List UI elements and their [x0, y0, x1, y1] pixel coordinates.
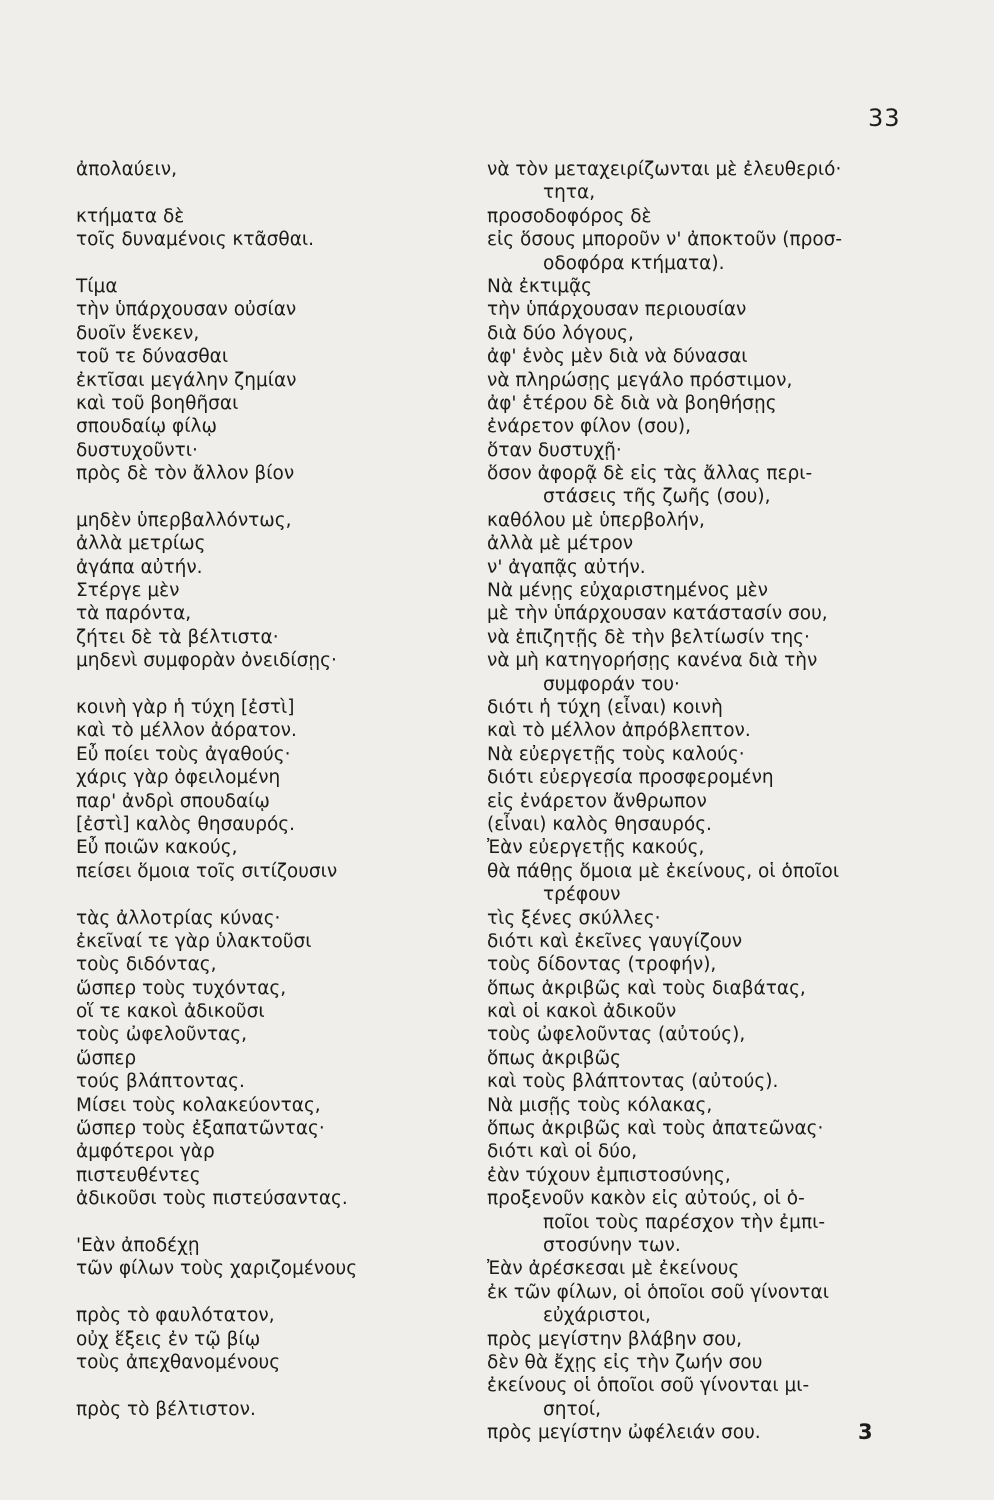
- text-line: πρὸς τὸ φαυλότατον,: [76, 1305, 275, 1327]
- text-line: καὶ οἱ κακοὶ ἀδικοῦν: [487, 1001, 677, 1023]
- text-line: μηδὲν ὑπερβαλλόντως,: [76, 509, 292, 531]
- text-line: Ἐὰν ἀρέσκεσαι μὲ ἐκείνους: [487, 1258, 740, 1280]
- text-line: ὅπως ἀκριβῶς: [487, 1047, 621, 1069]
- text-line: ζήτει δὲ τὰ βέλτιστα·: [76, 626, 279, 648]
- text-line: (εἶναι) καλὸς θησαυρός.: [487, 813, 712, 835]
- text-line: ἐκεῖναί τε γὰρ ὑλακτοῦσι: [76, 930, 312, 952]
- text-line: ὥσπερ: [76, 1047, 137, 1069]
- text-line: νὰ μὴ κατηγορήσῃς κανένα διὰ τὴν: [487, 650, 818, 672]
- text-line: ἐκτῖσαι μεγάλην ζημίαν: [76, 369, 297, 391]
- text-line: εὐχάριστοι,: [543, 1305, 651, 1327]
- text-line: ἀφ' ἑτέρου δὲ διὰ νὰ βοηθήσῃς: [487, 392, 777, 414]
- text-line: τῶν φίλων τοὺς χαριζομένους: [76, 1258, 358, 1280]
- text-line: ἐκείνους οἱ ὁποῖοι σοῦ γίνονται μι-: [487, 1375, 810, 1397]
- text-line: διότι εὐεργεσία προσφερομένη: [487, 767, 774, 789]
- text-line: ὅπως ἀκριβῶς καὶ τοὺς διαβάτας,: [487, 977, 806, 999]
- text-line: κοινὴ γὰρ ἡ τύχη [ἐστὶ]: [76, 696, 295, 718]
- text-line: παρ' ἀνδρὶ σπουδαίῳ: [76, 790, 270, 812]
- text-line: τὰ παρόντα,: [76, 603, 192, 625]
- text-line: Εὖ ποίει τοὺς ἀγαθούς·: [76, 743, 291, 765]
- text-line: ἀμφότεροι γὰρ: [76, 1141, 215, 1163]
- text-line: [ἐστὶ] καλὸς θησαυρός.: [76, 813, 296, 835]
- text-line: ἀδικοῦσι τοὺς πιστεύσαντας.: [76, 1188, 348, 1210]
- text-line: τὴν ὑπάρχουσαν οὐσίαν: [76, 299, 297, 321]
- text-line: καὶ τὸ μέλλον ἀπρόβλεπτον.: [487, 720, 751, 742]
- text-line: τοῦ τε δύνασθαι: [76, 346, 229, 368]
- text-line: τοῖς δυναμένοις κτᾶσθαι.: [76, 229, 315, 251]
- text-line: πρὸς μεγίστην βλάβην σου,: [487, 1328, 743, 1350]
- ancient-greek-column: [76, 158, 476, 1421]
- text-line: νὰ πληρώσῃς μεγάλο πρόστιμον,: [487, 369, 793, 391]
- text-line: τοὺς ἀπεχθανομένους: [76, 1351, 281, 1373]
- text-line: καθόλου μὲ ὑπερβολήν,: [487, 509, 705, 531]
- text-line: προσοδοφόρος δὲ: [487, 205, 652, 227]
- text-line: ἐνάρετον φίλον (σου),: [487, 416, 691, 438]
- text-line: καὶ τοὺς βλάπτοντας (αὐτούς).: [487, 1071, 779, 1093]
- text-line: Ἐὰν εὐεργετῇς κακούς,: [487, 837, 705, 859]
- text-line: καὶ τὸ μέλλον ἀόρατον.: [76, 720, 297, 742]
- text-line: πείσει ὅμοια τοῖς σιτίζουσιν: [76, 860, 338, 882]
- text-line: ὅπως ἀκριβῶς καὶ τοὺς ἀπατεῶνας·: [487, 1118, 824, 1140]
- text-line: τρέφουν: [543, 884, 621, 906]
- text-line: 'Εὰν ἀποδέχῃ: [76, 1234, 200, 1256]
- text-line: ἀλλὰ μὲ μέτρον: [487, 533, 634, 555]
- text-line: τούς βλάπτοντας.: [76, 1071, 245, 1093]
- text-line: θὰ πάθῃς ὅμοια μὲ ἐκείνους, οἱ ὁποῖοι: [487, 860, 840, 882]
- text-line: διότι καὶ οἱ δύο,: [487, 1141, 638, 1163]
- text-line: σητοί,: [543, 1398, 602, 1420]
- text-line: Νὰ ἐκτιμᾷς: [487, 275, 593, 297]
- text-line: ὥσπερ τοὺς ἐξαπατῶντας·: [76, 1118, 325, 1140]
- text-line: κτήματα δὲ: [76, 205, 185, 227]
- text-line: διότι καὶ ἐκεῖνες γαυγίζουν: [487, 930, 743, 952]
- text-line: Νὰ εὐεργετῇς τοὺς καλούς·: [487, 743, 745, 765]
- text-line: διὰ δύο λόγους,: [487, 322, 634, 344]
- text-line: ἀπολαύειν,: [76, 159, 177, 180]
- text-line: τοὺς ὠφελοῦντας (αὐτούς),: [487, 1024, 746, 1046]
- text-line: ἀγάπα αὐτήν.: [76, 556, 203, 578]
- text-line: εἰς ὅσους μποροῦν ν' ἀποκτοῦν (προσ-: [487, 229, 843, 251]
- text-line: ἀφ' ἑνὸς μὲν διὰ νὰ δύνασαι: [487, 346, 748, 368]
- text-line: Τίμα: [76, 275, 118, 297]
- text-line: οἵ τε κακοὶ ἀδικοῦσι: [76, 1001, 265, 1023]
- text-line: τητα,: [543, 182, 596, 204]
- text-line: διότι ἡ τύχη (εἶναι) κοινὴ: [487, 696, 723, 718]
- text-line: Μίσει τοὺς κολακεύοντας,: [76, 1094, 321, 1116]
- text-line: ν' ἀγαπᾷς αὐτήν.: [487, 556, 646, 578]
- text-line: εἰς ἐνάρετον ἄνθρωπον: [487, 790, 707, 812]
- text-line: Εὖ ποιῶν κακούς,: [76, 837, 238, 859]
- text-line: καὶ τοῦ βοηθῆσαι: [76, 392, 239, 414]
- signature-mark: 3: [858, 1420, 873, 1444]
- text-line: στάσεις τῆς ζωῆς (σου),: [543, 486, 771, 508]
- text-line: Νὰ μένῃς εὐχαριστημένος μὲν: [487, 580, 768, 602]
- text-line: προξενοῦν κακὸν εἰς αὐτούς, οἱ ὁ-: [487, 1188, 805, 1210]
- text-line: χάρις γὰρ ὀφειλομένη: [76, 767, 281, 789]
- text-line: συμφοράν του·: [543, 673, 680, 695]
- modern-greek-translation-column: [487, 158, 927, 1444]
- text-line: ἀλλὰ μετρίως: [76, 533, 206, 555]
- text-line: νὰ τὸν μεταχειρίζωνται μὲ ἐλευθεριό·: [487, 159, 842, 180]
- text-line: Στέργε μὲν: [76, 580, 180, 602]
- text-line: νὰ ἐπιζητῇς δὲ τὴν βελτίωσίν της·: [487, 626, 810, 648]
- text-line: ἐὰν τύχουν ἐμπιστοσύνης,: [487, 1164, 731, 1186]
- text-line: ὥσπερ τοὺς τυχόντας,: [76, 977, 287, 999]
- text-line: οδοφόρα κτήματα).: [543, 252, 725, 274]
- text-line: τοὺς διδόντας,: [76, 954, 217, 976]
- text-line: δυστυχοῦντι·: [76, 439, 198, 461]
- text-line: πιστευθέντες: [76, 1164, 201, 1186]
- text-line: τὴν ὑπάρχουσαν περιουσίαν: [487, 299, 747, 321]
- text-line: πρὸς τὸ βέλτιστον.: [76, 1398, 256, 1420]
- text-line: τὰς ἀλλοτρίας κύνας·: [76, 907, 281, 929]
- text-line: τοὺς δίδοντας (τροφήν),: [487, 954, 717, 976]
- text-line: τὶς ξένες σκύλλες·: [487, 907, 661, 929]
- page-number: 33: [868, 104, 901, 132]
- text-line: πρὸς δὲ τὸν ἄλλον βίον: [76, 463, 295, 485]
- text-line: πρὸς μεγίστην ὠφέλειάν σου.: [487, 1422, 761, 1444]
- text-line: στοσύνην των.: [543, 1234, 681, 1256]
- text-line: μηδενὶ συμφορὰν ὀνειδίσῃς·: [76, 650, 337, 672]
- text-line: τοὺς ὠφελοῦντας,: [76, 1024, 247, 1046]
- text-line: μὲ τὴν ὑπάρχουσαν κατάστασίν σου,: [487, 603, 828, 625]
- text-line: ὅταν δυστυχῇ·: [487, 439, 622, 461]
- text-line: Νὰ μισῇς τοὺς κόλακας,: [487, 1094, 713, 1116]
- text-line: δυοῖν ἕνεκεν,: [76, 322, 200, 344]
- text-line: ποῖοι τοὺς παρέσχον τὴν ἐμπι-: [543, 1211, 826, 1233]
- text-line: σπουδαίῳ φίλῳ: [76, 416, 217, 438]
- text-line: οὐχ ἕξεις ἐν τῷ βίῳ: [76, 1328, 261, 1350]
- text-line: δὲν θὰ ἔχῃς εἰς τὴν ζωήν σου: [487, 1351, 763, 1373]
- text-line: ἐκ τῶν φίλων, οἱ ὁποῖοι σοῦ γίνονται: [487, 1281, 829, 1303]
- text-line: ὅσον ἀφορᾷ δὲ εἰς τὰς ἄλλας περι-: [487, 463, 813, 485]
